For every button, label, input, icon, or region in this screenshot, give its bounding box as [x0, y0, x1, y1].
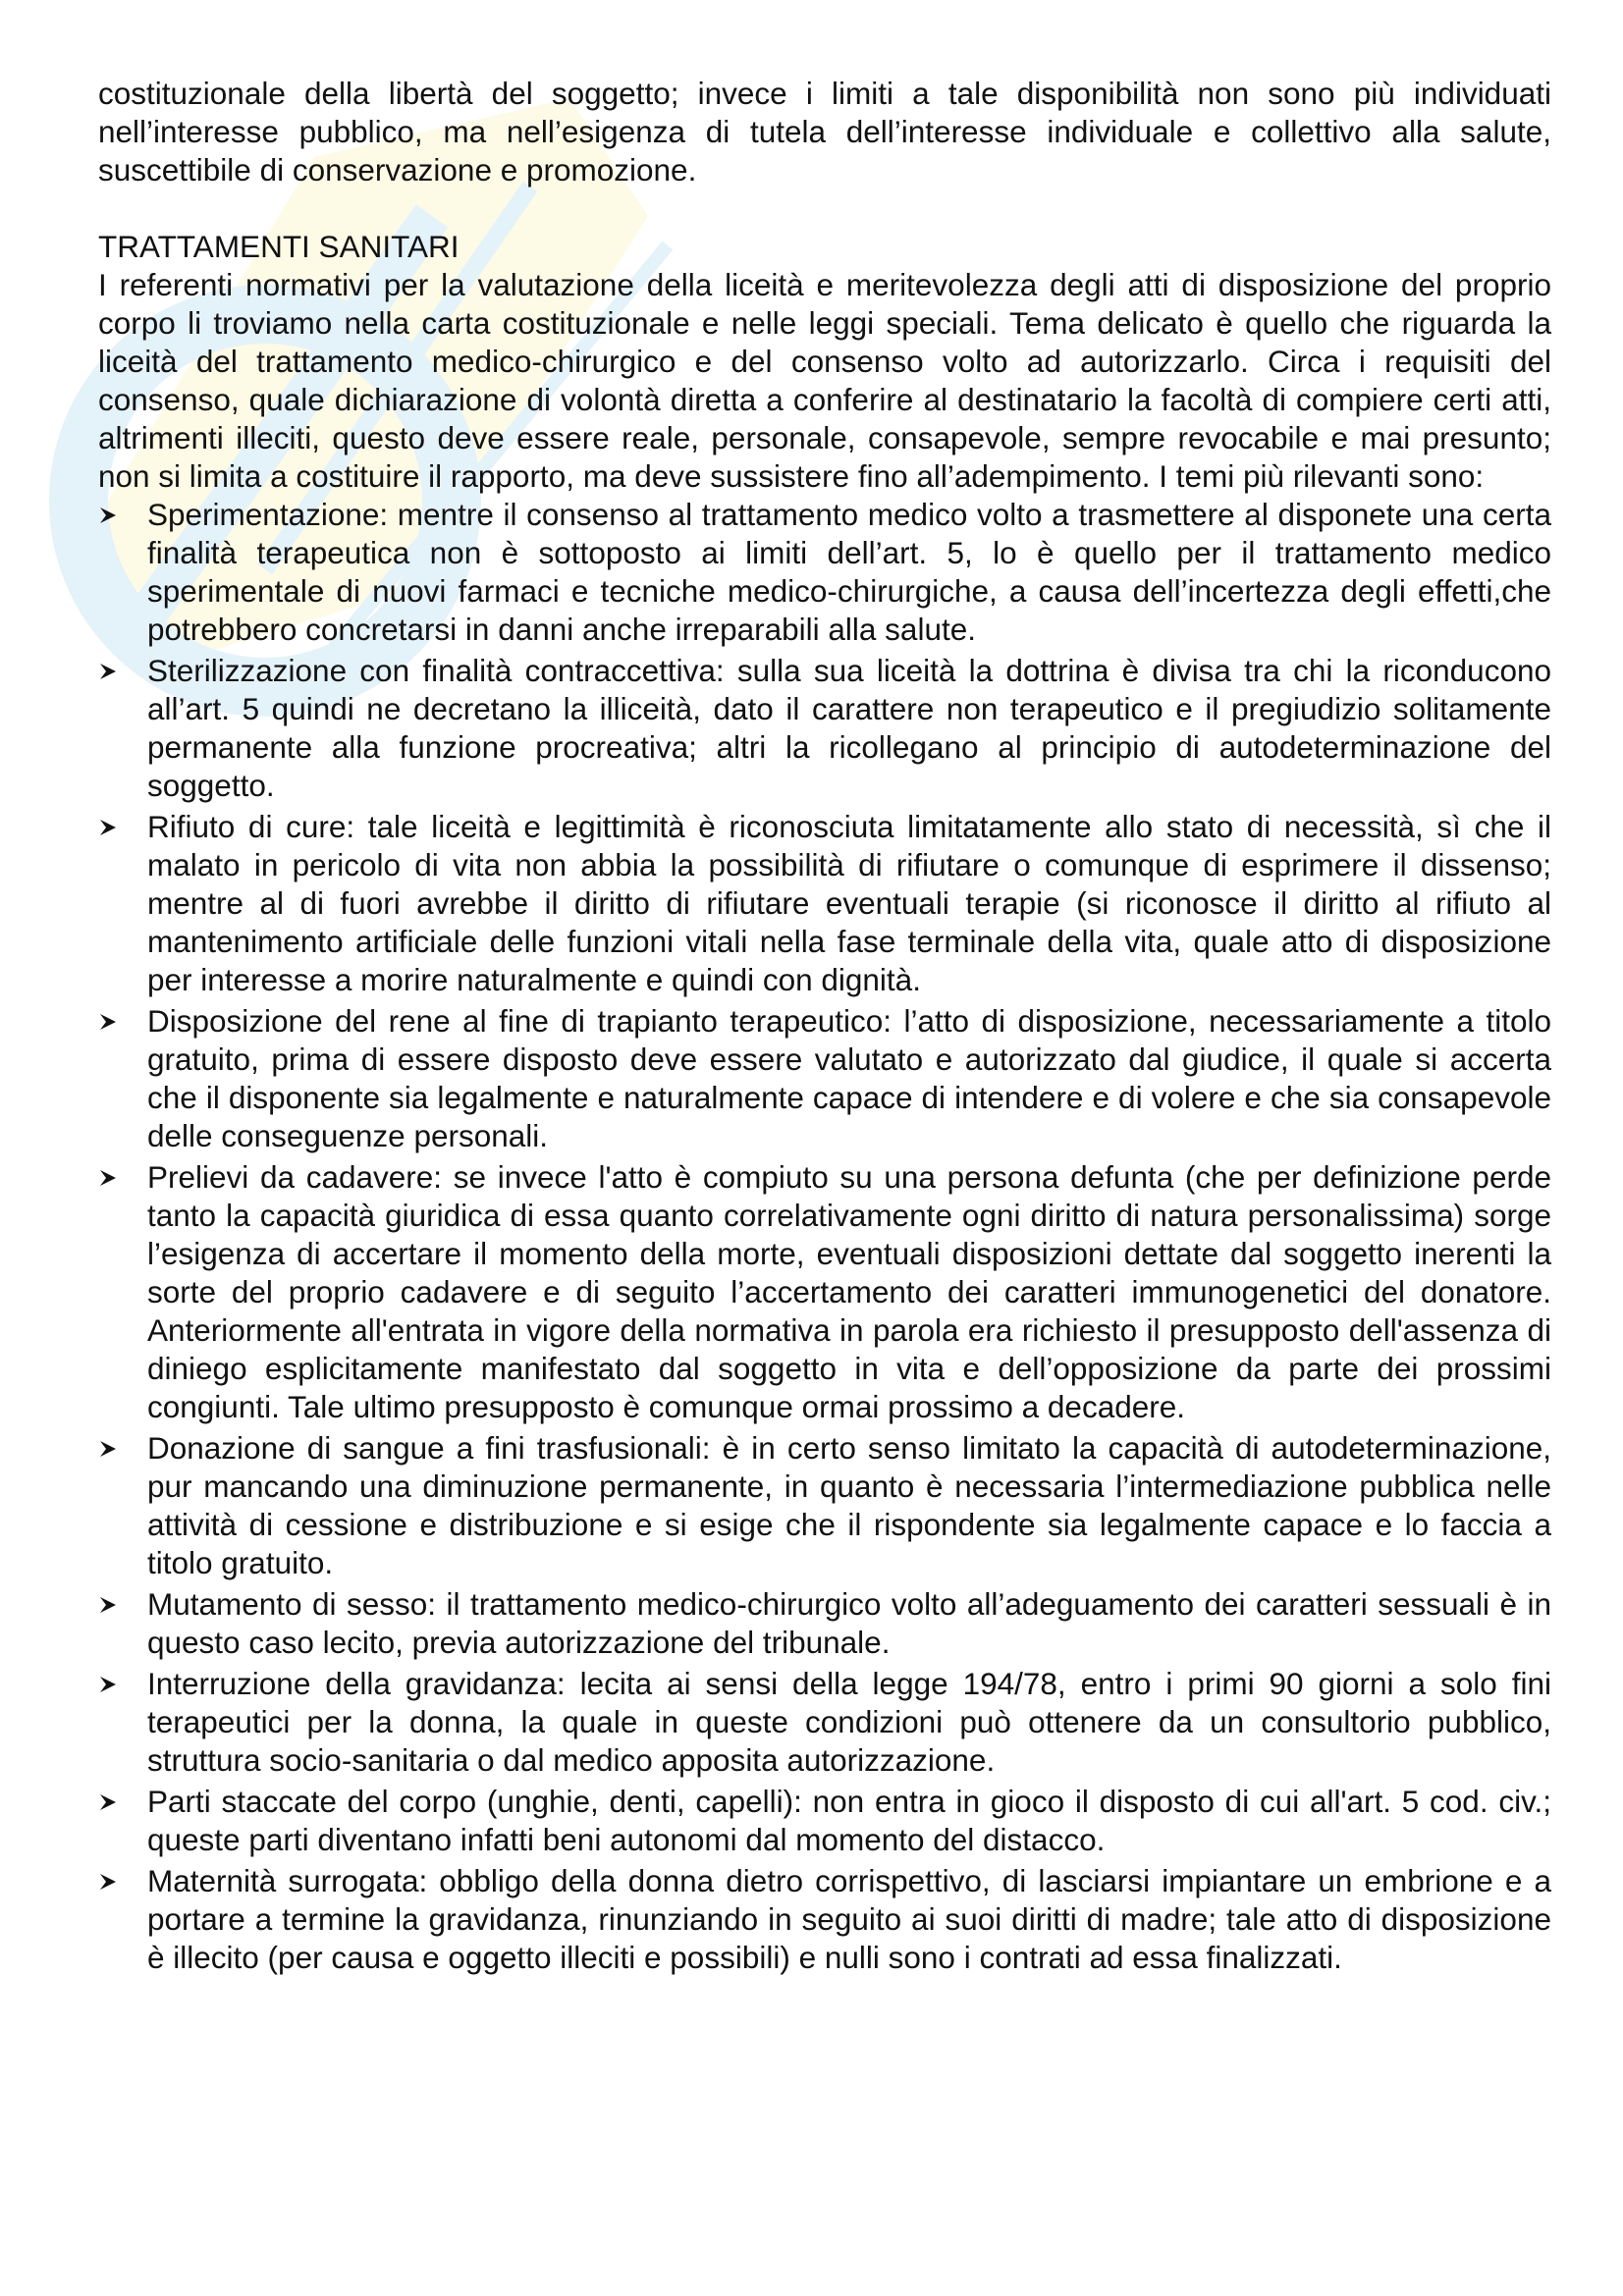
list-item [98, 1665, 1551, 1780]
arrowhead-bullet-icon [98, 1862, 124, 1900]
arrowhead-bullet-icon [98, 652, 124, 690]
list-item [98, 1585, 1551, 1662]
list-item [98, 652, 1551, 805]
list-item-text: Mutamento di sesso: il trattamento medico-chirurgico volto all’adeguamento dei caratteri sessuali è in questo caso lecito, previa autorizzazione del tribunale. [147, 1586, 1551, 1660]
intro-paragraph: costituzionale della libertà del soggetto; invece i limiti a tale disponibilità non sono più individuati nell’interesse pubblico, ma nell’esigenza di tutela dell’interesse individuale e collettivo alla salute, suscettibile di conservazione e promozione. [98, 76, 1551, 187]
list-item [98, 496, 1551, 649]
list-item-text: Prelievi da cadavere: se invece l'atto è compiuto su una persona defunta (che per definizione perde tanto la capacità giuridica di essa quanto correlativamente ogni diritto di natura personalissima) sorge l’esigenza di accertare il momento della morte, eventuali disposizioni dettate dal soggetto inerenti la sorte del proprio cadavere e di seguito l’accertamento dei caratteri immunogenetici del donatore. Anteriormente all'entrata in vigore della normativa in parola era richiesto il presupposto dell'assenza di diniego esplicitamente manifestato dal soggetto in vita e dell’opposizione da parte dei prossimi congiunti. Tale ultimo presupposto è comunque ormai prossimo a decadere. [147, 1159, 1551, 1424]
arrowhead-bullet-icon [98, 1158, 124, 1197]
arrowhead-bullet-icon [98, 1665, 124, 1703]
list-item-text: Maternità surrogata: obbligo della donna dietro corrispettivo, di lasciarsi impiantare un embrione e a portare a termine la gravidanza, rinunziando in seguito ai suoi diritti di madre; tale atto di disposizione è illecito (per causa e oggetto illeciti e possibili) e nulli sono i contrati ad essa finalizzati. [147, 1863, 1551, 1975]
list-item [98, 1862, 1551, 1977]
list-item-text: Interruzione della gravidanza: lecita ai sensi della legge 194/78, entro i primi 90 giorni a solo fini terapeutici per la donna, la quale in queste condizioni può ottenere da un consultorio pubblico, struttura socio-sanitaria o dal medico apposita autorizzazione. [147, 1666, 1551, 1778]
arrowhead-bullet-icon [98, 1002, 124, 1041]
list-item-text: Rifiuto di cure: tale liceità e legittimità è riconosciuta limitatamente allo stato di necessità, sì che il malato in pericolo di vita non abbia la possibilità di rifiutare o comunque di esprimere il dissenso; mentre al di fuori avrebbe il diritto di rifiutare eventuali terapie (si riconosce il diritto al rifiuto al mantenimento artificiale delle funzioni vitali nella fase terminale della vita, quale atto di disposizione per interesse a morire naturalmente e quindi con dignità. [147, 809, 1551, 997]
arrowhead-bullet-icon [98, 496, 124, 534]
list-item [98, 1158, 1551, 1426]
arrowhead-bullet-icon [98, 1783, 124, 1821]
arrowhead-bullet-icon [98, 808, 124, 846]
list-item-text: Disposizione del rene al fine di trapianto terapeutico: l’atto di disposizione, necessariamente a titolo gratuito, prima di essere disposto deve essere valutato e autorizzato dal giudice, il quale si accerta che il disponente sia legalmente e naturalmente capace di intendere e di volere e che sia consapevole delle conseguenze personali. [147, 1003, 1551, 1153]
list-item [98, 808, 1551, 999]
section-paragraph: I referenti normativi per la valutazione della liceità e meritevolezza degli atti di disposizione del proprio corpo li troviamo nella carta costituzionale e nelle leggi speciali. Tema delicato è quello che riguarda la liceità del trattamento medico-chirurgico e del consenso volto ad autorizzarlo. Circa i requisiti del consenso, quale dichiarazione di volontà diretta a conferire al destinatario la facoltà di compiere certi atti, altrimenti illeciti, questo deve essere reale, personale, consapevole, sempre revocabile e mai presunto; non si limita a costituire il rapporto, ma deve sussistere fino all’adempimento. I temi più rilevanti sono: [98, 267, 1551, 494]
list-item [98, 1002, 1551, 1155]
arrowhead-bullet-icon [98, 1585, 124, 1624]
arrowhead-bullet-icon [98, 1429, 124, 1468]
section-heading: TRATTAMENTI SANITARI [98, 229, 460, 264]
list-item [98, 1783, 1551, 1859]
topics-list [98, 496, 1551, 1977]
document-page [98, 75, 1551, 1980]
list-item-text: Sterilizzazione con finalità contraccettiva: sulla sua liceità la dottrina è divisa tra chi la riconducono all’art. 5 quindi ne decretano la illiceità, dato il carattere non terapeutico e il pregiudizio solitamente permanente alla funzione procreativa; altri la ricollegano al principio di autodeterminazione del soggetto. [147, 653, 1551, 803]
list-item-text: Parti staccate del corpo (unghie, denti, capelli): non entra in gioco il disposto di cui all'art. 5 cod. civ.; queste parti diventano infatti beni autonomi dal momento del distacco. [147, 1784, 1551, 1857]
list-item-text: Donazione di sangue a fini trasfusionali: è in certo senso limitato la capacità di autodeterminazione, pur mancando una diminuzione permanente, in quanto è necessaria l’intermediazione pubblica nelle attività di cessione e distribuzione e si esige che il rispondente sia legalmente capace e lo faccia a titolo gratuito. [147, 1430, 1551, 1580]
list-item [98, 1429, 1551, 1582]
list-item-text: Sperimentazione: mentre il consenso al trattamento medico volto a trasmettere al disponete una certa finalità terapeutica non è sottoposto ai limiti dell’art. 5, lo è quello per il trattamento medico sperimentale di nuovi farmaci e tecniche medico-chirurgiche, a causa dell’incertezza degli effetti,che potrebbero concretarsi in danni anche irreparabili alla salute. [147, 497, 1551, 647]
